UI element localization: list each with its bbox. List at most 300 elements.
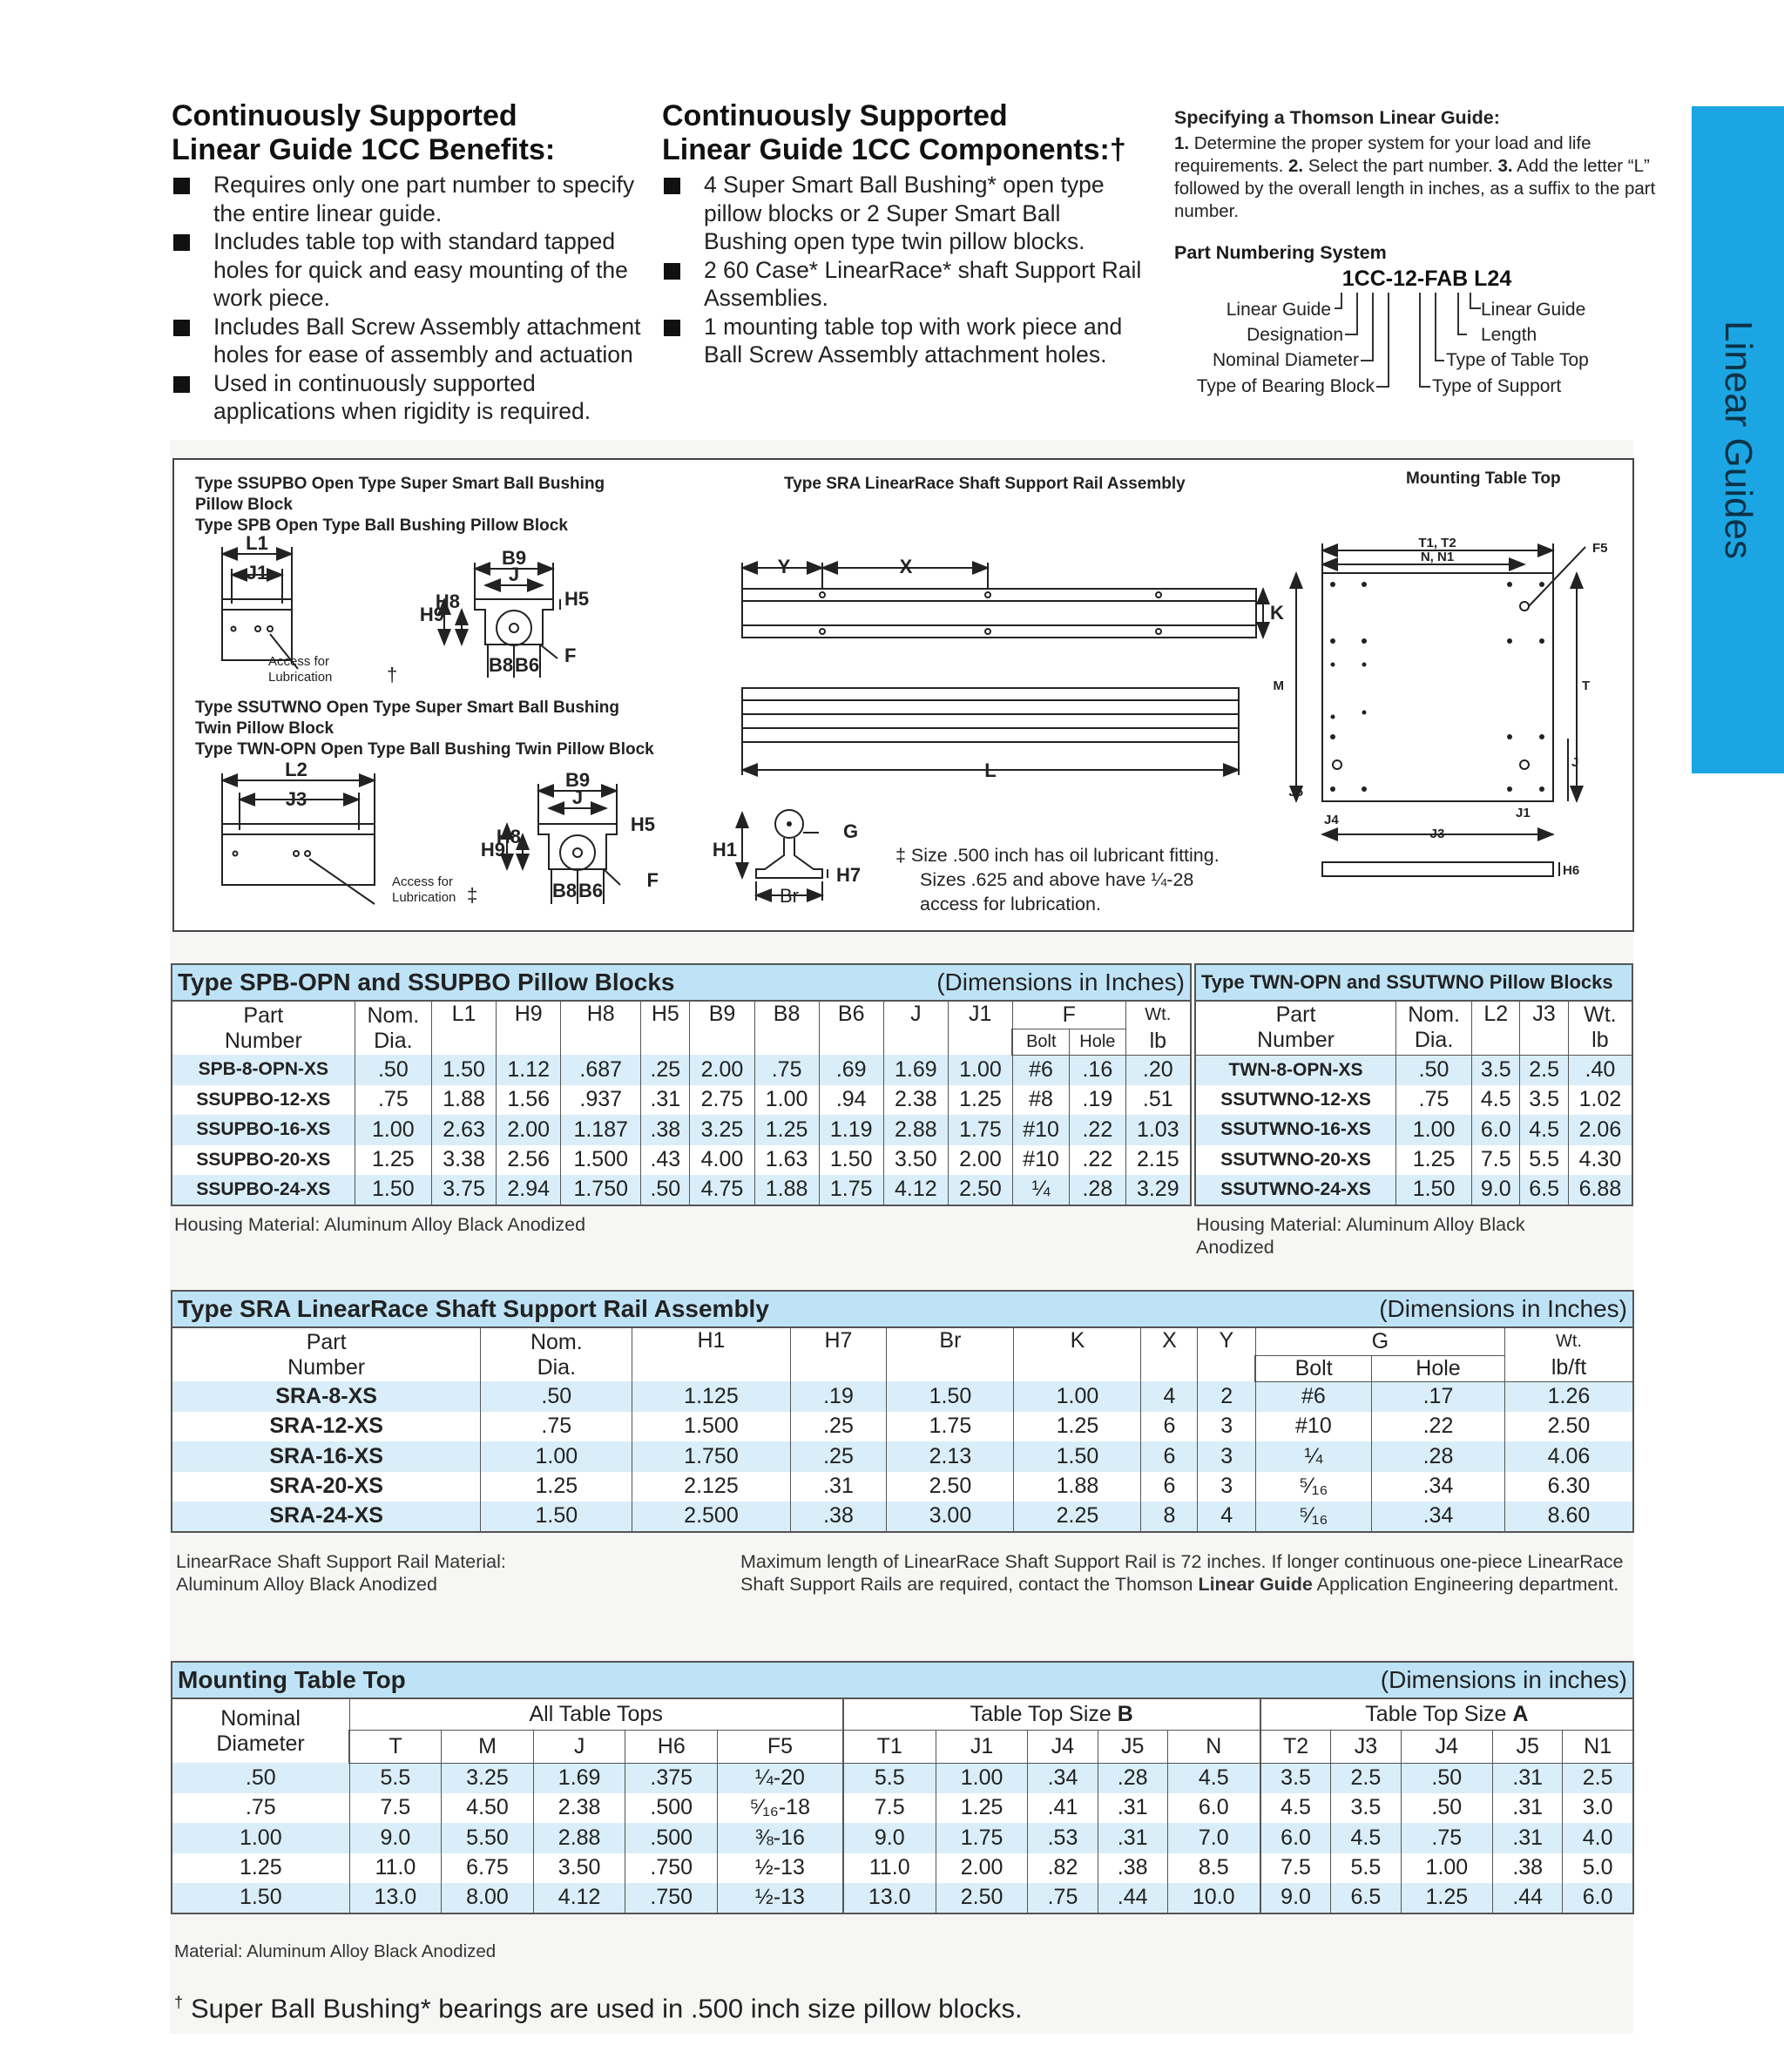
label-length: Length bbox=[1481, 325, 1537, 345]
column-header: Wt. bbox=[1125, 1001, 1191, 1029]
table-cell: SRA-20-XS bbox=[172, 1472, 481, 1502]
table-cell: 10.0 bbox=[1167, 1883, 1260, 1913]
dim-J: J bbox=[1571, 755, 1579, 770]
table-cell: .22 bbox=[1070, 1145, 1125, 1176]
column-header: Part Number bbox=[1195, 1001, 1396, 1055]
benefits-section bbox=[172, 99, 659, 426]
dim-X: X bbox=[899, 556, 913, 577]
table-cell: 2 bbox=[1198, 1381, 1255, 1412]
table-cell: .19 bbox=[1070, 1085, 1125, 1116]
label-type-of-support: Type of Support bbox=[1432, 376, 1562, 396]
table-cell: 1.25 bbox=[1396, 1145, 1472, 1176]
table-cell: ¼-20 bbox=[718, 1763, 843, 1793]
spb-table bbox=[171, 963, 1192, 1206]
table-cell: 3.50 bbox=[883, 1145, 948, 1176]
table-row bbox=[172, 1883, 1633, 1913]
specifying-title: Specifying a Thomson Linear Guide: bbox=[1174, 107, 1500, 128]
table-cell: ⅜-16 bbox=[718, 1823, 843, 1853]
table-cell: .31 bbox=[1098, 1823, 1167, 1853]
label-type-of-bearing-block: Type of Bearing Block bbox=[1196, 376, 1375, 396]
table-cell: .50 bbox=[1401, 1763, 1493, 1793]
table-cell: 4 bbox=[1198, 1502, 1255, 1532]
table-cell: .50 bbox=[1396, 1055, 1472, 1085]
table-cell: 1.75 bbox=[948, 1115, 1012, 1145]
table-cell: 3.5 bbox=[1472, 1055, 1520, 1085]
dim-J: J bbox=[508, 564, 520, 585]
table-cell: 2.50 bbox=[1504, 1412, 1633, 1442]
table-cell: 2.88 bbox=[883, 1115, 948, 1145]
table-cell: 3.50 bbox=[533, 1853, 625, 1884]
table-cell: 13.0 bbox=[349, 1883, 442, 1913]
column-header: Table Top Size A bbox=[1260, 1698, 1633, 1730]
table-cell: 4.50 bbox=[442, 1793, 534, 1824]
table-cell: 9.0 bbox=[1472, 1175, 1520, 1205]
column-header: Bolt bbox=[1255, 1355, 1371, 1381]
table-row bbox=[172, 1793, 1633, 1824]
dim-F5: F5 bbox=[1592, 541, 1608, 556]
table-cell: 1.25 bbox=[172, 1853, 349, 1884]
table-cell: 2.50 bbox=[948, 1175, 1012, 1205]
table-cell: #6 bbox=[1255, 1381, 1371, 1412]
table-cell: 3.38 bbox=[432, 1145, 497, 1176]
table-cell: 1.25 bbox=[355, 1145, 431, 1176]
table-cell: 1.750 bbox=[561, 1175, 641, 1205]
dim-B6: B6 bbox=[578, 880, 604, 901]
table-cell: 1.50 bbox=[172, 1883, 349, 1913]
table-cell: ¼ bbox=[1012, 1175, 1069, 1205]
list-item: 4 Super Smart Ball Bushing* open type pillow blocks or 2 Super Smart Ball Bushing open type twin pillow blocks. bbox=[662, 171, 1150, 256]
table-cell: 11.0 bbox=[349, 1853, 442, 1884]
table-cell: 4.00 bbox=[690, 1145, 754, 1176]
dagger-mark: † bbox=[387, 664, 398, 685]
table-cell: 6.88 bbox=[1568, 1175, 1632, 1205]
table-cell: 8 bbox=[1141, 1502, 1198, 1532]
table-cell: 4.0 bbox=[1563, 1823, 1633, 1853]
column-header: T1 bbox=[843, 1730, 936, 1763]
table-cell: 8.00 bbox=[442, 1883, 534, 1913]
table-cell: 2.38 bbox=[883, 1085, 948, 1116]
table-cell: 1.50 bbox=[355, 1175, 431, 1205]
table-cell: 4.5 bbox=[1331, 1823, 1401, 1853]
table-cell: .44 bbox=[1493, 1883, 1563, 1913]
table-cell: 9.0 bbox=[843, 1823, 936, 1853]
dim-J: J bbox=[571, 786, 584, 808]
sra-note-right: Maximum length of LinearRace Shaft Support Rail is 72 inches. If longer continuous one-piece LinearRace Shaft Support Rails are required, contact the Thomson Linear Guide Application Engineering department. bbox=[740, 1551, 1624, 1595]
table-cell: 7.5 bbox=[1260, 1853, 1331, 1884]
twn-note: Housing Material: Aluminum Alloy Black Anodized bbox=[1196, 1214, 1525, 1258]
column-header: N1 bbox=[1563, 1730, 1633, 1763]
table-cell: 5.5 bbox=[1331, 1853, 1401, 1884]
table-cell: SPB-8-OPN-XS bbox=[172, 1055, 355, 1085]
column-header: J bbox=[533, 1730, 625, 1763]
table-cell: .31 bbox=[1098, 1793, 1167, 1824]
table-cell: 1.12 bbox=[497, 1055, 561, 1085]
table-cell: ⁵⁄₁₆-18 bbox=[718, 1793, 843, 1824]
table-top-title: Mounting Table Top bbox=[1406, 469, 1561, 488]
table-cell: 9.0 bbox=[349, 1823, 442, 1853]
column-header: J bbox=[883, 1001, 948, 1055]
table-cell: 3.5 bbox=[1331, 1793, 1401, 1824]
table-cell: 7.5 bbox=[349, 1793, 442, 1824]
column-header: Part Number bbox=[172, 1327, 481, 1381]
table-cell: .31 bbox=[1493, 1793, 1563, 1824]
table-cell: 6 bbox=[1141, 1472, 1198, 1502]
components-title: Continuously Supported Linear Guide 1CC Components:† bbox=[662, 99, 1126, 166]
table-cell: 1.500 bbox=[632, 1412, 790, 1442]
table-cell: 2.75 bbox=[690, 1085, 754, 1116]
twn-table-caption: Type TWN-OPN and SSUTWNO Pillow Blocks bbox=[1195, 964, 1632, 1001]
table-cell: 1.88 bbox=[754, 1175, 819, 1205]
mtt-table-caption: Mounting Table Top (Dimensions in inches) bbox=[172, 1662, 1633, 1698]
table-cell: 1.75 bbox=[887, 1412, 1014, 1442]
table-cell: .75 bbox=[1396, 1085, 1472, 1116]
table-cell: .40 bbox=[1568, 1055, 1632, 1085]
lubrication-label: Lubrication bbox=[392, 890, 456, 905]
table-cell: 1.00 bbox=[481, 1441, 632, 1472]
table-row bbox=[172, 1115, 1191, 1145]
dimension-figure bbox=[172, 458, 1634, 932]
table-cell: 1.69 bbox=[533, 1763, 625, 1793]
column-header: Nom. Dia. bbox=[1396, 1001, 1472, 1055]
table-cell: 3.75 bbox=[432, 1175, 497, 1205]
column-header: J1 bbox=[948, 1001, 1012, 1055]
dim-H6: H6 bbox=[1563, 863, 1580, 878]
label-linear-guide: Linear Guide bbox=[1226, 300, 1331, 320]
table-cell: 3 bbox=[1198, 1412, 1255, 1442]
table-cell: .750 bbox=[625, 1853, 718, 1884]
table-cell: .53 bbox=[1028, 1823, 1098, 1853]
table-cell: 2.15 bbox=[1125, 1145, 1191, 1176]
table-row bbox=[1195, 1085, 1632, 1116]
table-cell: .28 bbox=[1098, 1763, 1167, 1793]
label-designation: Designation bbox=[1247, 325, 1343, 345]
table-cell: 1.00 bbox=[754, 1085, 819, 1116]
table-cell: 4.5 bbox=[1520, 1115, 1568, 1145]
table-cell: .50 bbox=[1401, 1793, 1493, 1824]
table-row bbox=[1195, 1145, 1632, 1176]
twin-pillow-block-title: Type SSUTWNO Open Type Super Smart Ball Bushing Twin Pillow Block Type TWN-OPN Open Type Ball Bushing Twin Pillow Block bbox=[195, 699, 654, 759]
column-header: Wt. bbox=[1504, 1327, 1633, 1355]
dim-B6: B6 bbox=[514, 654, 540, 676]
lubrication-footnote: ‡ Size .500 inch has oil lubricant fitting. Sizes .625 and above have ¼-28 access for lubrication. bbox=[895, 845, 1220, 915]
table-cell: .34 bbox=[1028, 1763, 1098, 1793]
table-cell: 3.29 bbox=[1125, 1175, 1191, 1205]
table-cell: 2.25 bbox=[1014, 1502, 1141, 1532]
column-header: H9 bbox=[497, 1001, 561, 1055]
page-footnote: † Super Ball Bushing* bearings are used in .500 inch size pillow blocks. bbox=[174, 1993, 1023, 2024]
table-cell: 6 bbox=[1141, 1441, 1198, 1472]
table-cell: #10 bbox=[1255, 1412, 1371, 1442]
table-cell: 3 bbox=[1198, 1441, 1255, 1472]
table-cell: .41 bbox=[1028, 1793, 1098, 1824]
column-header: J1 bbox=[936, 1730, 1028, 1763]
pillow-block-title: Type SSUPBO Open Type Super Smart Ball Bushing Pillow Block Type SPB Open Type Ball Bushing Pillow Block bbox=[195, 475, 605, 535]
table-cell: 6.30 bbox=[1504, 1472, 1633, 1502]
column-header: J3 bbox=[1520, 1001, 1568, 1055]
column-header: J4 bbox=[1401, 1730, 1493, 1763]
table-cell: 4.12 bbox=[533, 1883, 625, 1913]
table-cell: 3.5 bbox=[1520, 1085, 1568, 1116]
dim-J1: J1 bbox=[1516, 806, 1531, 820]
table-cell: 8.5 bbox=[1167, 1853, 1260, 1884]
table-cell: 6.75 bbox=[442, 1853, 534, 1884]
table-cell: 1.25 bbox=[1014, 1412, 1141, 1442]
dim-H8: H8 bbox=[435, 591, 460, 612]
table-top-holes bbox=[1330, 582, 1544, 792]
table-cell: 2.88 bbox=[533, 1823, 625, 1853]
dim-H8: H8 bbox=[496, 826, 521, 847]
table-cell: .17 bbox=[1371, 1381, 1504, 1412]
list-item: 2 60 Case* LinearRace* shaft Support Rail Assemblies. bbox=[662, 256, 1150, 313]
part-numbering-diagram bbox=[1174, 267, 1662, 423]
components-list bbox=[662, 171, 1150, 369]
table-row bbox=[172, 1823, 1633, 1853]
column-header: Nom. Dia. bbox=[481, 1327, 632, 1381]
column-header: F5 bbox=[718, 1730, 843, 1763]
table-cell: 13.0 bbox=[843, 1883, 936, 1913]
table-cell: .500 bbox=[625, 1823, 718, 1853]
benefits-title: Continuously Supported Linear Guide 1CC Benefits: bbox=[172, 99, 556, 166]
dim-T: T bbox=[1582, 678, 1591, 693]
table-cell: .22 bbox=[1371, 1412, 1504, 1442]
column-header: lb bbox=[1125, 1029, 1191, 1055]
table-cell: 5.5 bbox=[349, 1763, 442, 1793]
table-cell: 2.56 bbox=[497, 1145, 561, 1176]
sra-note-left: LinearRace Shaft Support Rail Material: Aluminum Alloy Black Anodized bbox=[176, 1551, 506, 1595]
table-cell: 2.63 bbox=[432, 1115, 497, 1145]
rail-top-view bbox=[742, 563, 1263, 638]
column-header: All Table Tops bbox=[349, 1698, 843, 1730]
table-cell: 6.5 bbox=[1520, 1175, 1568, 1205]
table-cell: 6.0 bbox=[1260, 1823, 1331, 1853]
dim-Br: Br bbox=[780, 885, 799, 907]
table-cell: 2.5 bbox=[1563, 1763, 1633, 1793]
column-header: J4 bbox=[1028, 1730, 1098, 1763]
table-row bbox=[172, 1175, 1191, 1205]
specifying-text: 1. Determine the proper system for your load and life requirements. 2. Select the part number. 3. Add the letter “L” followed by the overall length in inches, as a suffix to the part number. bbox=[1174, 133, 1656, 221]
table-cell: SSUTWNO-16-XS bbox=[1195, 1115, 1396, 1145]
table-cell: 1.75 bbox=[936, 1823, 1028, 1853]
label-linear-guide-right: Linear Guide bbox=[1481, 300, 1586, 320]
part-code: 1CC-12-FAB L24 bbox=[1341, 267, 1512, 291]
table-row bbox=[172, 1763, 1633, 1793]
sra-table-caption: Type SRA LinearRace Shaft Support Rail Assembly (Dimensions in Inches) bbox=[172, 1291, 1633, 1327]
column-header: lb/ft bbox=[1504, 1355, 1633, 1381]
dim-J3: J3 bbox=[285, 788, 307, 810]
table-cell: 3.0 bbox=[1563, 1793, 1633, 1824]
column-header: H5 bbox=[641, 1001, 690, 1055]
table-cell: .31 bbox=[1493, 1763, 1563, 1793]
side-tab bbox=[1692, 106, 1784, 773]
table-cell: .750 bbox=[625, 1883, 718, 1913]
dim-J5: J5 bbox=[1288, 785, 1303, 800]
table-cell: .50 bbox=[355, 1055, 431, 1085]
table-cell: 2.06 bbox=[1568, 1115, 1632, 1145]
dim-B9: B9 bbox=[501, 547, 527, 569]
table-cell: .75 bbox=[1401, 1823, 1493, 1853]
table-cell: ½-13 bbox=[718, 1883, 843, 1913]
dim-B9: B9 bbox=[564, 769, 591, 791]
table-cell: .50 bbox=[481, 1381, 632, 1412]
dim-H5: H5 bbox=[630, 813, 655, 835]
table-cell: SSUTWNO-24-XS bbox=[1195, 1175, 1396, 1205]
table-cell: 2.00 bbox=[936, 1853, 1028, 1884]
dim-H9: H9 bbox=[419, 604, 444, 625]
dim-M: M bbox=[1273, 678, 1284, 693]
list-item: Includes table top with standard tapped holes for quick and easy mounting of the work piece. bbox=[172, 227, 659, 313]
dim-J3: J3 bbox=[1429, 827, 1445, 841]
table-cell: SSUTWNO-20-XS bbox=[1195, 1145, 1396, 1176]
table-cell: 4.5 bbox=[1472, 1085, 1520, 1116]
table-row bbox=[172, 1441, 1633, 1472]
table-cell: ⁵⁄₁₆ bbox=[1255, 1502, 1371, 1532]
table-row bbox=[1195, 1175, 1632, 1205]
table-cell: .34 bbox=[1371, 1502, 1504, 1532]
table-cell: 2.38 bbox=[533, 1793, 625, 1824]
column-header: T bbox=[349, 1730, 442, 1763]
table-cell: .44 bbox=[1098, 1883, 1167, 1913]
table-row bbox=[1195, 1055, 1632, 1085]
table-cell: .38 bbox=[1098, 1853, 1167, 1884]
column-header: Nominal Diameter bbox=[172, 1698, 349, 1763]
table-cell: 7.0 bbox=[1167, 1823, 1260, 1853]
table-cell: .375 bbox=[625, 1763, 718, 1793]
table-cell: 2.125 bbox=[632, 1472, 790, 1502]
table-cell: 4.5 bbox=[1260, 1793, 1331, 1824]
dim-J1: J1 bbox=[246, 562, 268, 584]
table-cell: .50 bbox=[641, 1175, 690, 1205]
column-header: M bbox=[442, 1730, 534, 1763]
table-cell: 2.5 bbox=[1520, 1055, 1568, 1085]
column-header: K bbox=[1014, 1327, 1141, 1381]
table-cell: 9.0 bbox=[1260, 1883, 1331, 1913]
column-header: X bbox=[1141, 1327, 1198, 1381]
table-cell: 4.12 bbox=[883, 1175, 948, 1205]
table-cell: 2.00 bbox=[690, 1055, 754, 1085]
table-cell: 1.500 bbox=[561, 1145, 641, 1176]
spb-note: Housing Material: Aluminum Alloy Black Anodized bbox=[174, 1214, 586, 1235]
table-cell: .94 bbox=[819, 1085, 883, 1116]
table-cell: .31 bbox=[641, 1085, 690, 1116]
column-header: Y bbox=[1198, 1327, 1255, 1381]
table-cell: SSUTWNO-12-XS bbox=[1195, 1085, 1396, 1116]
table-cell: .38 bbox=[641, 1115, 690, 1145]
table-cell: .75 bbox=[172, 1793, 349, 1824]
table-row bbox=[172, 1055, 1191, 1085]
table-cell: #10 bbox=[1012, 1115, 1069, 1145]
table-row bbox=[172, 1381, 1633, 1412]
table-cell: 6.5 bbox=[1331, 1883, 1401, 1913]
table-row bbox=[172, 1412, 1633, 1442]
table-cell: 11.0 bbox=[843, 1853, 936, 1884]
table-cell: SSUPBO-20-XS bbox=[172, 1145, 355, 1176]
table-cell: 5.0 bbox=[1563, 1853, 1633, 1884]
table-cell: 1.50 bbox=[481, 1502, 632, 1532]
table-cell: 1.00 bbox=[1396, 1115, 1472, 1145]
table-cell: .19 bbox=[790, 1381, 887, 1412]
table-cell: 1.02 bbox=[1568, 1085, 1632, 1116]
components-section bbox=[662, 99, 1150, 369]
column-header: F bbox=[1012, 1001, 1125, 1029]
table-cell: .31 bbox=[1493, 1823, 1563, 1853]
table-cell: 2.5 bbox=[1331, 1763, 1401, 1793]
table-cell: .75 bbox=[481, 1412, 632, 1442]
table-cell: .28 bbox=[1070, 1175, 1125, 1205]
table-cell: SSUPBO-24-XS bbox=[172, 1175, 355, 1205]
column-header: G bbox=[1255, 1327, 1504, 1355]
label-type-of-table-top: Type of Table Top bbox=[1446, 350, 1589, 370]
mounting-table-top-table bbox=[171, 1661, 1634, 1914]
table-cell: 2.94 bbox=[497, 1175, 561, 1205]
table-cell: 1.25 bbox=[481, 1472, 632, 1502]
column-header: H7 bbox=[790, 1327, 887, 1381]
mtt-note: Material: Aluminum Alloy Black Anodized bbox=[174, 1941, 497, 1961]
table-cell: .50 bbox=[172, 1763, 349, 1793]
column-header: H6 bbox=[625, 1730, 718, 1763]
table-cell: .500 bbox=[625, 1793, 718, 1824]
table-cell: 1.25 bbox=[948, 1085, 1012, 1116]
table-cell: 7.5 bbox=[1472, 1145, 1520, 1176]
table-cell: .25 bbox=[790, 1412, 887, 1442]
table-cell: 4.75 bbox=[690, 1175, 754, 1205]
column-header: N bbox=[1167, 1730, 1260, 1763]
table-row bbox=[172, 1472, 1633, 1502]
dim-J4: J4 bbox=[1324, 813, 1339, 827]
table-cell: .82 bbox=[1028, 1853, 1098, 1884]
column-header: Hole bbox=[1070, 1029, 1125, 1055]
table-cell: 1.750 bbox=[632, 1441, 790, 1472]
dim-T1-T2: T1, T2 bbox=[1418, 536, 1456, 550]
table-row bbox=[172, 1085, 1191, 1116]
table-cell: .25 bbox=[641, 1055, 690, 1085]
table-cell: 1.50 bbox=[1396, 1175, 1472, 1205]
table-cell: SRA-8-XS bbox=[172, 1381, 481, 1412]
table-cell: .687 bbox=[561, 1055, 641, 1085]
dim-B8: B8 bbox=[488, 654, 514, 676]
dim-L2: L2 bbox=[285, 759, 307, 780]
table-cell: #6 bbox=[1012, 1055, 1069, 1085]
table-cell: 1.25 bbox=[754, 1115, 819, 1145]
table-cell: SRA-16-XS bbox=[172, 1441, 481, 1472]
table-cell: 1.00 bbox=[1401, 1853, 1493, 1884]
dim-H5: H5 bbox=[564, 588, 590, 610]
table-cell: ½-13 bbox=[718, 1853, 843, 1884]
table-cell: 1.03 bbox=[1125, 1115, 1191, 1145]
table-cell: .75 bbox=[1028, 1883, 1098, 1913]
column-header: L1 bbox=[432, 1001, 497, 1055]
dim-Y: Y bbox=[777, 556, 791, 577]
label-nominal-diameter: Nominal Diameter bbox=[1212, 350, 1359, 370]
column-header: Table Top Size B bbox=[843, 1698, 1260, 1730]
table-cell: 1.50 bbox=[1014, 1441, 1141, 1472]
table-cell: .34 bbox=[1371, 1472, 1504, 1502]
table-cell: .25 bbox=[790, 1441, 887, 1472]
table-cell: ¼ bbox=[1255, 1441, 1371, 1472]
list-item: 1 mounting table top with work piece and Ball Screw Assembly attachment holes. bbox=[662, 313, 1150, 369]
table-cell: 5.5 bbox=[1520, 1145, 1568, 1176]
table-cell: .75 bbox=[754, 1055, 819, 1085]
twn-table bbox=[1194, 963, 1633, 1206]
table-cell: 7.5 bbox=[843, 1793, 936, 1824]
table-cell: .16 bbox=[1070, 1055, 1125, 1085]
ddagger-mark: ‡ bbox=[467, 884, 478, 906]
table-cell: 2.500 bbox=[632, 1502, 790, 1532]
side-tab-label: Linear Guides bbox=[1717, 321, 1760, 559]
table-cell: 1.00 bbox=[1014, 1381, 1141, 1412]
column-header: J5 bbox=[1098, 1730, 1167, 1763]
table-cell: SSUPBO-12-XS bbox=[172, 1085, 355, 1116]
column-header: H8 bbox=[561, 1001, 641, 1055]
